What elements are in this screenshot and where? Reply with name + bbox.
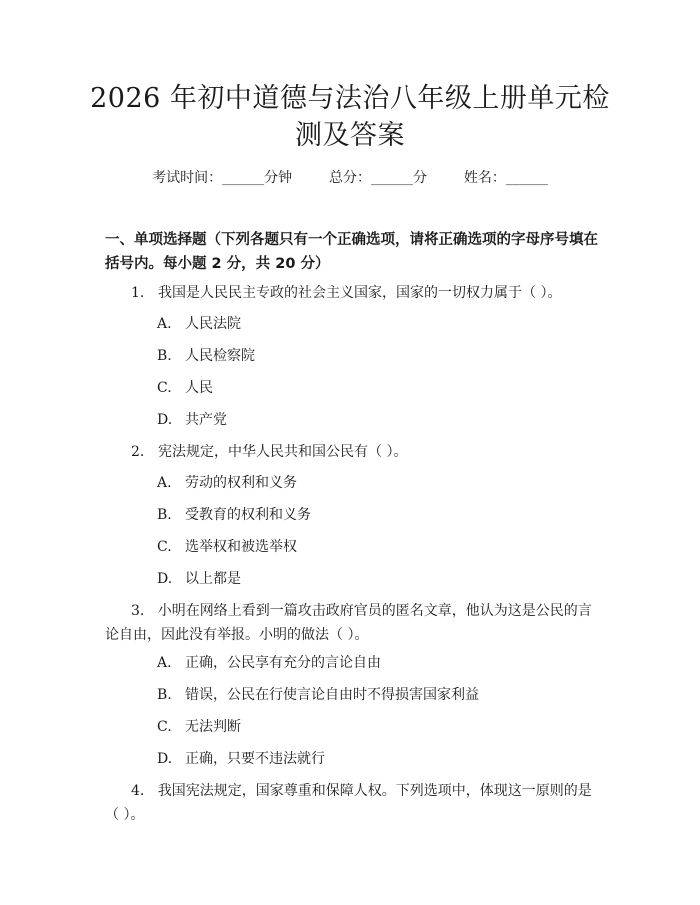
option-letter: D. <box>157 751 173 767</box>
option-letter: A. <box>157 316 172 332</box>
option-c[interactable] <box>157 717 241 737</box>
question-2 <box>131 440 601 464</box>
section-heading: 一、单项选择题（下列各题只有一个正确选项，请将正确选项的字母序号填在括号内。每小题 2 分，共 20 分） <box>105 232 598 272</box>
question-text: 宪法规定，中华人民共和国公民有（ ）。 <box>158 444 408 460</box>
option-text: 人民法院 <box>185 316 241 332</box>
option-text: 无法判断 <box>185 719 241 735</box>
option-letter: B. <box>157 507 172 523</box>
option-text: 正确，只要不违法就行 <box>185 751 325 767</box>
exam-time-blank: ______ <box>222 170 265 186</box>
option-d[interactable] <box>157 749 325 769</box>
option-letter: C. <box>157 719 172 735</box>
option-letter: B. <box>157 687 172 703</box>
question-text: 小明在网络上看到一篇攻击政府官员的匿名文章，他认为这是公民的言论自由，因此没有举报。小明的做法（ ）。 <box>105 603 592 643</box>
option-text: 劳动的权利和义务 <box>185 475 297 491</box>
option-text: 人民检察院 <box>185 348 255 364</box>
option-a[interactable] <box>157 473 297 493</box>
option-b[interactable] <box>157 685 479 705</box>
option-letter: B. <box>157 348 172 364</box>
option-text: 错误，公民在行使言论自由时不得损害国家利益 <box>185 687 479 703</box>
option-text: 人民 <box>185 380 213 396</box>
name-label: 姓名： <box>463 170 506 186</box>
option-text: 受教育的权利和义务 <box>185 507 311 523</box>
page-title: 2026 年初中道德与法治八年级上册单元检测及答案 <box>90 83 610 151</box>
option-letter: C. <box>157 380 172 396</box>
option-letter: D. <box>157 571 173 587</box>
total-score-label: 总分： <box>329 170 371 186</box>
question-number: 1. <box>131 285 145 301</box>
option-c[interactable] <box>157 537 297 557</box>
option-letter: A. <box>157 655 172 671</box>
option-letter: D. <box>157 412 173 428</box>
exam-time-label: 考试时间： <box>152 170 223 186</box>
total-score-blank: ______ <box>371 170 413 186</box>
option-text: 选举权和被选举权 <box>185 539 297 555</box>
option-text: 以上都是 <box>185 571 241 587</box>
option-letter: A. <box>157 475 172 491</box>
option-c[interactable] <box>157 378 213 398</box>
question-1 <box>131 281 601 305</box>
option-a[interactable] <box>157 314 241 334</box>
name-blank: ______ <box>505 170 548 186</box>
total-score-unit: 分 <box>413 170 427 186</box>
option-text: 正确，公民享有充分的言论自由 <box>185 655 381 671</box>
question-number: 3. <box>131 603 145 619</box>
option-a[interactable] <box>157 653 381 673</box>
option-letter: C. <box>157 539 172 555</box>
option-text: 共产党 <box>185 412 227 428</box>
option-b[interactable] <box>157 346 255 366</box>
question-3 <box>105 599 600 647</box>
option-d[interactable] <box>157 569 241 589</box>
question-number: 2. <box>131 444 145 460</box>
question-4 <box>105 779 600 827</box>
option-d[interactable] <box>157 410 227 430</box>
option-b[interactable] <box>157 505 311 525</box>
exam-time-unit: 分钟 <box>264 170 293 186</box>
question-text: 我国宪法规定，国家尊重和保障人权。下列选项中，体现这一原则的是（ ）。 <box>105 783 592 823</box>
question-text: 我国是人民民主专政的社会主义国家，国家的一切权力属于（ ）。 <box>158 285 562 301</box>
exam-info-line <box>0 168 700 188</box>
question-number: 4. <box>131 783 145 799</box>
